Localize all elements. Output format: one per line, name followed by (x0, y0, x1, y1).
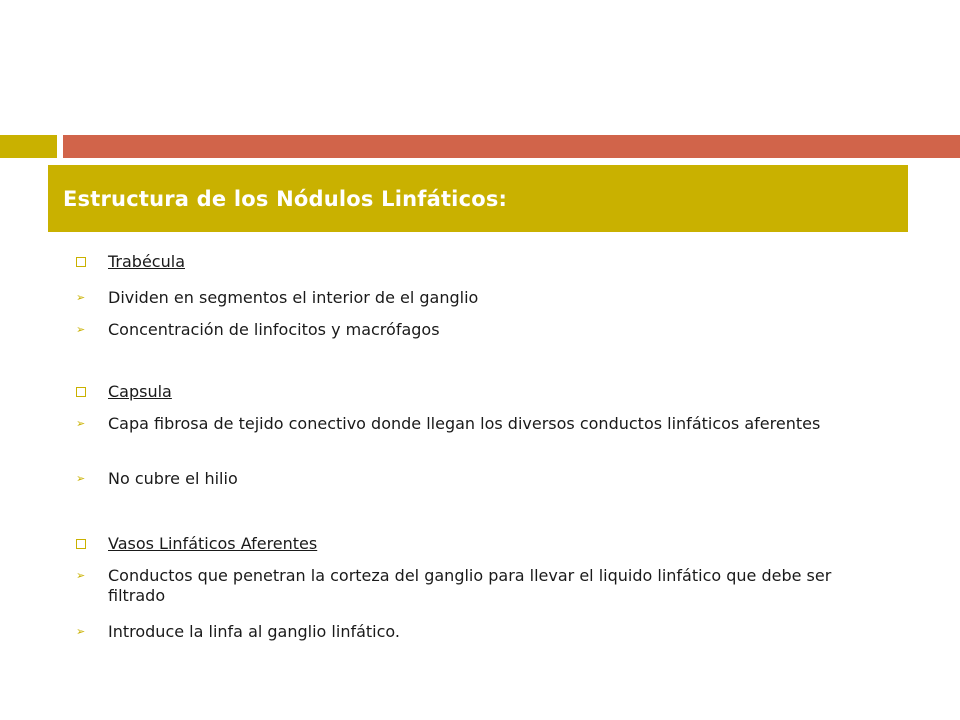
square-bullet-icon (74, 252, 108, 272)
section-heading (74, 252, 185, 272)
section-heading (74, 382, 172, 402)
accent-bar-left (0, 135, 57, 158)
arrow-bullet-icon: ➢ (76, 291, 86, 304)
list-item (74, 288, 478, 308)
arrow-bullet-icon: ➢ (76, 323, 86, 336)
list-item (74, 320, 440, 340)
list-item-text: Introduce la linfa al ganglio linfático. (108, 622, 400, 641)
list-item-text: Concentración de linfocitos y macrófagos (108, 320, 440, 339)
list-item (74, 566, 854, 606)
section-heading-text: Vasos Linfáticos Aferentes (108, 534, 318, 553)
arrow-bullet-icon: ➢ (76, 569, 86, 582)
section-heading (74, 534, 317, 554)
slide-title: Estructura de los Nódulos Linfáticos: (63, 186, 508, 211)
arrow-bullet-icon: ➢ (76, 472, 86, 485)
arrow-bullet-icon: ➢ (76, 625, 86, 638)
list-item (74, 469, 238, 489)
list-item (74, 622, 400, 642)
list-item-text: Dividen en segmentos el interior de el ganglio (108, 288, 479, 307)
square-bullet-icon (74, 382, 108, 402)
title-banner (48, 165, 908, 232)
list-item-text: Conductos que penetran la corteza del ganglio para llevar el liquido linfático que debe ser filtrado (108, 566, 832, 605)
section-heading-text: Capsula (108, 382, 172, 401)
list-item-text: Capa fibrosa de tejido conectivo donde llegan los diversos conductos linfáticos aferentes (108, 414, 821, 433)
arrow-bullet-icon: ➢ (76, 417, 86, 430)
list-item-text: No cubre el hilio (108, 469, 238, 488)
list-item (74, 414, 854, 434)
section-heading-text: Trabécula (108, 252, 185, 271)
accent-bar-right (63, 135, 960, 158)
square-bullet-icon (74, 534, 108, 554)
